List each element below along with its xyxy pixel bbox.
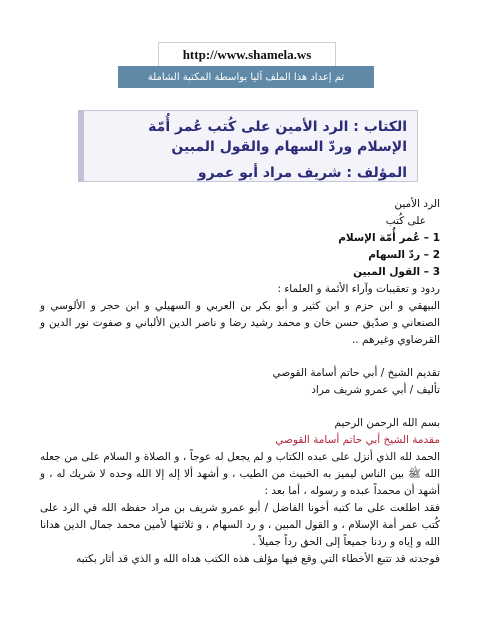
list-item: 1 – عُمر أُمّة الإسلام xyxy=(338,232,440,244)
basmala: بسم الله الرحمن الرحيم xyxy=(334,417,440,429)
list-item: 3 – القول المبين xyxy=(353,266,440,278)
body-line: ردود و تعقيبات وآراء الأئمة و العلماء : xyxy=(277,283,440,295)
author-line: تأليف / أبي عمرو شريف مراد xyxy=(311,384,440,396)
paragraph: الحمد لله الذي أنزل على عبده الكتاب و لم يجعل له عوجاً ، و الصلاة و السلام على من جعله الله ﷺ بين الناس ليميز به الخبيث من الطيب ، و أشهد ألا إله إلا الله وحده لا شريك له ، و أشهد أن محمداً عبده و رسوله ، أما بعد : xyxy=(40,451,440,497)
body-line: الرد الأمين xyxy=(394,198,440,210)
document-body xyxy=(40,196,440,568)
paragraph: فقد اطلعت على ما كتبه أخونا الفاضل / أبو عمرو شريف بن مراد حفظه الله في الرد على كُتب عمر أمة الإسلام ، و القول المبين ، و رد السهام ، و ثلاثتها لأمين محمد جمال الدين هدانا الله و إياه و ردنا جميعاً إلى الحق رداً جميلاً . xyxy=(40,502,440,548)
book-title-box xyxy=(78,110,418,182)
body-line: على كُتب xyxy=(385,215,426,227)
book-author: المؤلف : شريف مراد أبو عمرو xyxy=(197,165,407,181)
list-item: 2 – ردّ السهام xyxy=(368,249,440,261)
section-heading: مقدمة الشيخ أبي حاتم أسامة القوصي xyxy=(275,434,440,446)
book-title: الكتاب : الرد الأمين على كُتب عُمر أُمّة الإسلام وردّ السهام والقول المبين xyxy=(148,119,407,155)
paragraph: فوجدته قد تتبع الأخطاء التي وقع فيها مؤلف هذه الكتب هداه الله و الذي قد أثار بكتبه xyxy=(76,553,440,565)
scholars-paragraph: البيهقي و ابن حزم و ابن كثير و أبو بكر بن العربي و السهيلي و ابن حجر و الألوسي و الصنعاني و صدّيق حسن خان و محمد رشيد رضا و ناصر الدين الألباني و صفوت نور الدين و القرضاوي وغيرهم .. xyxy=(40,300,440,346)
presenter-line: تقديم الشيخ / أبي حاتم أسامة القوصي xyxy=(272,367,440,379)
site-url[interactable]: http://www.shamela.ws xyxy=(158,42,336,68)
generated-banner: تم إعداد هذا الملف آليا بواسطة المكتبة الشاملة xyxy=(118,66,374,88)
